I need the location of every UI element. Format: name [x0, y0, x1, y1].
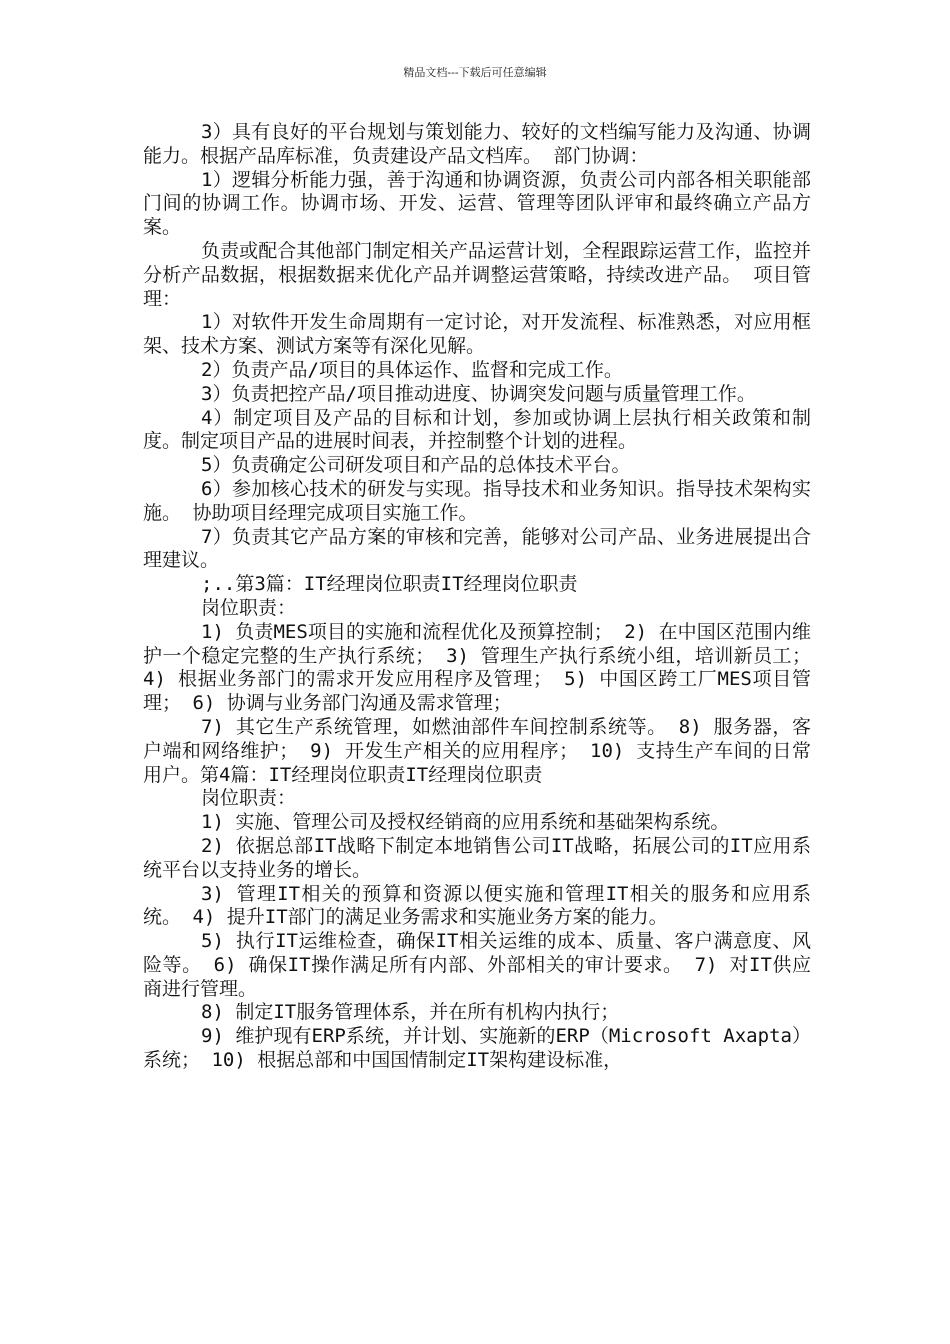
paragraph: 3) 管理IT相关的预算和资源以便实施和管理IT相关的服务和应用系统。 4) 提升IT部门的满足业务需求和实施业务方案的能力。 — [143, 882, 811, 929]
paragraph: 7) 其它生产系统管理，如燃油部件车间控制系统等。 8) 服务器，客户端和网络维护； 9) 开发生产相关的应用程序； 10) 支持生产车间的日常用户。第4篇：IT经理岗位职责IT经理岗位职责 — [143, 715, 811, 786]
paragraph: 3）具有良好的平台规划与策划能力、较好的文档编写能力及沟通、协调能力。根据产品库标准，负责建设产品文档库。 部门协调： — [143, 121, 811, 167]
paragraph: 4）制定项目及产品的目标和计划，参加或协调上层执行相关政策和制度。制定项目产品的进展时间表，并控制整个计划的进程。 — [143, 406, 811, 453]
paragraph: 2) 依据总部IT战略下制定本地销售公司IT战略，拓展公司的IT应用系统平台以支持业务的增长。 — [143, 834, 811, 881]
section-heading: ;..第3篇：IT经理岗位职责IT经理岗位职责 — [201, 573, 578, 596]
paragraph: 1) 负责MES项目的实施和流程优化及预算控制； 2) 在中国区范围内维护一个稳定完整的生产执行系统； 3) 管理生产执行系统小组，培训新员工； 4) 根据业务部门的需求开发应用程序及管理； 5) 中国区跨工厂MES项目管理； 6) 协调与业务部门沟通及需求管理； — [143, 620, 811, 715]
paragraph: 1）对软件开发生命周期有一定讨论，对开发流程、标准熟悉，对应用框架、技术方案、测试方案等有深化见解。 — [143, 311, 811, 358]
paragraph: 7）负责其它产品方案的审核和完善，能够对公司产品、业务进展提出合理建议。 — [143, 525, 811, 572]
paragraph: 8) 制定IT服务管理体系，并在所有机构内执行； — [201, 1001, 620, 1024]
paragraph: 9) 维护现有ERP系统，并计划、实施新的ERP（Microsoft Axapta）系统； 10) 根据总部和中国国情制定IT架构建设标准， — [143, 1025, 811, 1072]
paragraph: 5) 执行IT运维检查，确保IT相关运维的成本、质量、客户满意度、风险等。 6) 确保IT操作满足所有内部、外部相关的审计要求。 7) 对IT供应商进行管理。 — [143, 930, 811, 1000]
document-body — [143, 121, 811, 1073]
paragraph: 负责或配合其他部门制定相关产品运营计划，全程跟踪运营工作，监控并分析产品数据，根据数据来优化产品并调整运营策略，持续改进产品。 项目管理： — [143, 239, 811, 310]
paragraph: 3）负责把控产品/项目推动进度、协调突发问题与质量管理工作。 — [201, 382, 756, 405]
paragraph: 1) 实施、管理公司及授权经销商的应用系统和基础架构系统。 — [201, 811, 730, 834]
paragraph: 1）逻辑分析能力强，善于沟通和协调资源，负责公司内部各相关职能部门间的协调工作。协调市场、开发、运营、管理等团队评审和最终确立产品方案。 — [143, 168, 811, 239]
paragraph: 5）负责确定公司研发项目和产品的总体技术平台。 — [201, 454, 631, 477]
paragraph: 6）参加核心技术的研发与实现。指导技术和业务知识。指导技术架构实施。 协助项目经理完成项目实施工作。 — [143, 477, 811, 524]
paragraph: 2）负责产品/项目的具体运作、监督和完成工作。 — [201, 358, 623, 381]
page-header: 精品文档---下载后可任意编辑 — [403, 66, 547, 79]
subheading: 岗位职责： — [201, 787, 297, 810]
subheading: 岗位职责： — [201, 596, 297, 619]
